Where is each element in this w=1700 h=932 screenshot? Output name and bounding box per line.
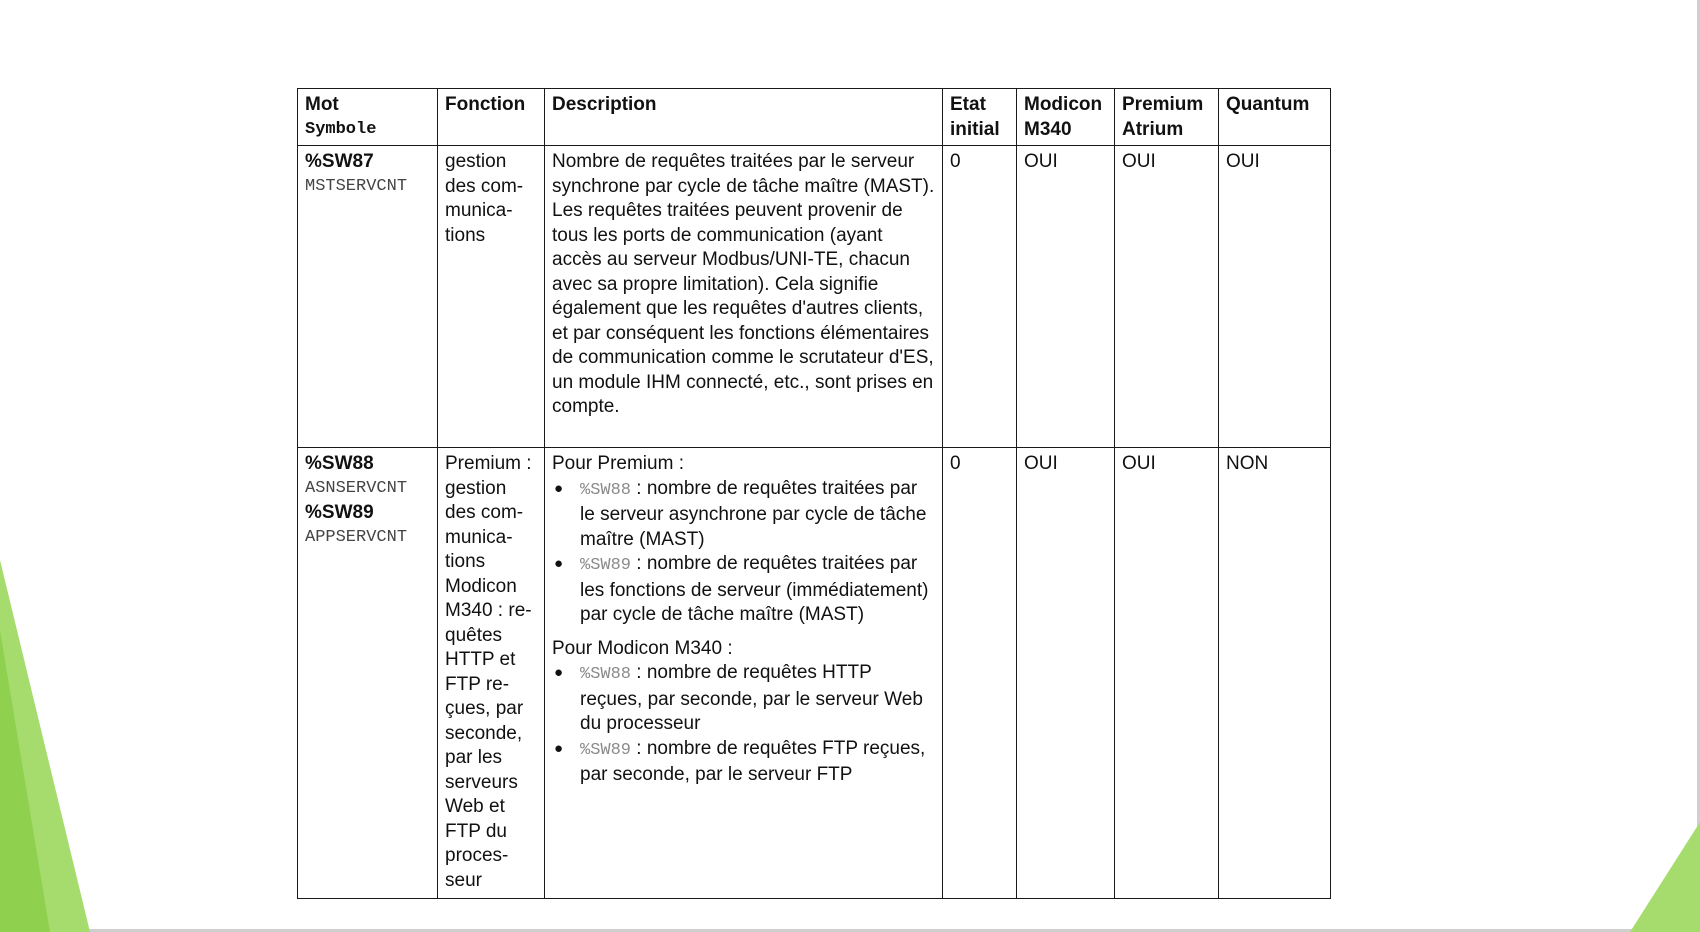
cell-modicon-m340: OUI (1017, 146, 1115, 448)
m340-section-title: Pour Modicon M340 : (552, 637, 733, 659)
description-paragraph: Nombre de requêtes traitées par le serveur synchrone par cycle de tâche maître (MAST). (552, 151, 935, 197)
item-text: : nombre de requêtes traitées par le serveur asynchrone par cycle de tâche maître (MAST) (580, 477, 927, 550)
word-id: %SW89 (305, 502, 374, 523)
list-item (552, 477, 935, 553)
code-ref: %SW89 (580, 556, 632, 575)
header-modicon-m340: Modicon M340 (1017, 89, 1115, 146)
header-mot: Mot (305, 94, 339, 115)
list-item (552, 552, 935, 628)
cell-premium-atrium: OUI (1115, 448, 1219, 899)
word-symbol: ASNSERVCNT (305, 478, 408, 498)
cell-etat-initial: 0 (943, 146, 1017, 448)
green-corner-decoration-left (0, 560, 90, 932)
system-words-table (297, 88, 1331, 899)
cell-modicon-m340: OUI (1017, 448, 1115, 899)
code-ref: %SW88 (580, 665, 632, 684)
cell-etat-initial: 0 (943, 448, 1017, 899)
premium-section-title: Pour Premium : (552, 453, 684, 474)
header-fonction: Fonction (438, 89, 545, 146)
table-row (298, 146, 1331, 448)
green-corner-decoration-right (1630, 822, 1700, 932)
cell-quantum: NON (1219, 448, 1331, 899)
list-item (552, 737, 935, 788)
word-symbol: MSTSERVCNT (305, 176, 408, 196)
header-premium-atrium: Premium Atrium (1115, 89, 1219, 146)
cell-quantum: OUI (1219, 146, 1331, 448)
description-paragraph: Les requêtes traitées peuvent provenir de tous les ports de communication (ayant accès au serveur Modbus/UNI-TE, chacun avec sa propre limitation). Cela signifie également que les requêtes d'autres clients, et par conséquent les fonctions élémentaires de communication comme le scrutateur d'ES, un module IHM connecté, etc., sont prises en compte. (552, 200, 934, 417)
premium-bullet-list (552, 477, 935, 628)
header-mot-symbole (298, 89, 438, 146)
list-item (552, 661, 935, 737)
cell-premium-atrium: OUI (1115, 146, 1219, 448)
table-header-row (298, 89, 1331, 146)
item-text: : nombre de requêtes FTP reçues, par seconde, par le serveur FTP (580, 737, 926, 785)
item-text: : nombre de requêtes traitées par les fonctions de serveur (immédiatement) par cycle de tâche maître (MAST) (580, 553, 929, 625)
header-etat-initial: Etat initial (943, 89, 1017, 146)
m340-bullet-list (552, 661, 935, 788)
cell-mot (298, 146, 438, 448)
header-symbole: Symbole (305, 119, 377, 139)
header-description: Description (545, 89, 943, 146)
cell-description (545, 448, 943, 899)
cell-fonction: gestion des com-munica-tions (438, 146, 545, 448)
word-id: %SW87 (305, 151, 374, 172)
code-ref: %SW89 (580, 740, 632, 760)
cell-mot (298, 448, 438, 899)
word-symbol: APPSERVCNT (305, 527, 408, 547)
cell-description (545, 146, 943, 448)
code-ref: %SW88 (580, 480, 632, 500)
cell-fonction: Premium : gestion des com-munica-tions Modicon M340 : re-quêtes HTTP et FTP re-çues, par seconde, par les serveurs Web et FTP du proces-seur (438, 448, 545, 899)
table-row (298, 448, 1331, 899)
item-text: : nombre de requêtes HTTP reçues, par seconde, par le serveur Web du processeur (580, 662, 923, 734)
header-quantum: Quantum (1219, 89, 1331, 146)
word-id: %SW88 (305, 453, 374, 474)
